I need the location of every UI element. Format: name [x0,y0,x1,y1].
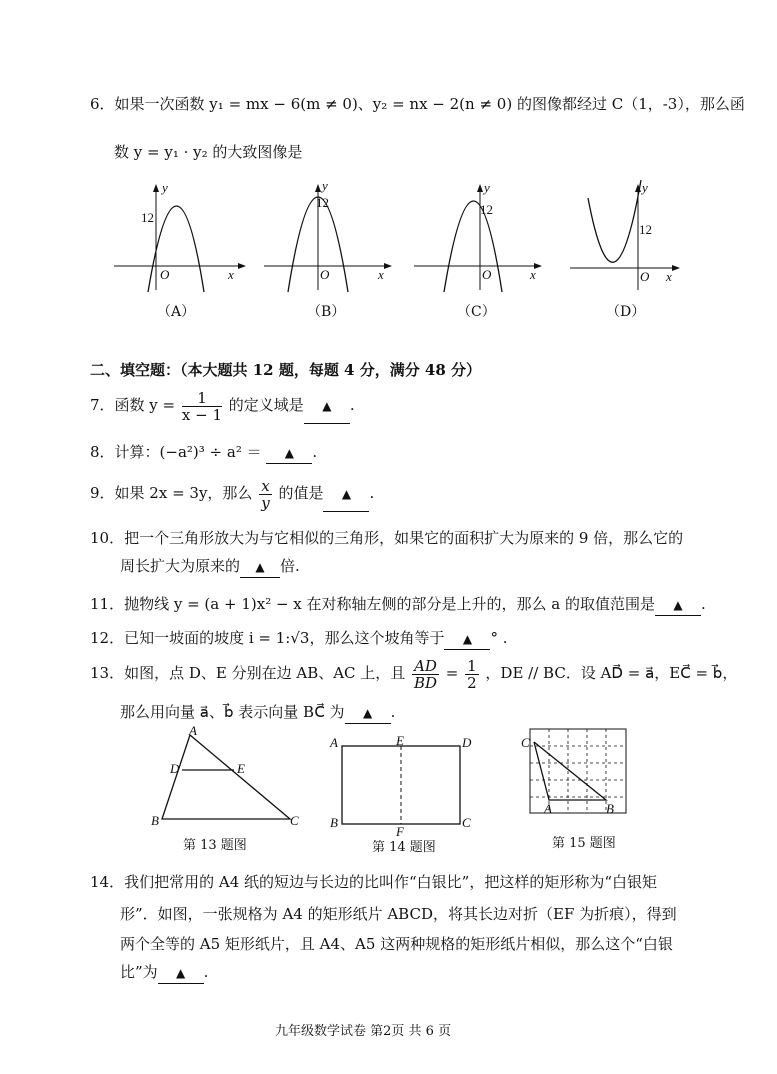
figure-14 [328,735,478,837]
graph-a-y: y [162,180,168,195]
option-c: （C） [457,304,496,320]
graph-b-x: x [378,267,384,282]
q6-line2: 数 y = y₁ · y₂ 的大致图像是 [114,143,303,161]
figure-13 [145,725,305,830]
q14-line1: 14．我们把常用的 A4 纸的短边与长边的比叫作“白银比”，把这样的矩形称为“白银矩 [90,873,658,891]
graph-b-o: O [320,267,330,282]
svg-text:C: C [521,735,530,750]
q13-line1: 13．如图，点 D、E 分别在边 AB、AC 上，且 $\frac{AD}{BD}$ = $\frac{1}{2}$ ，DE // BC．设 AD⃗ = a⃗，EC⃗ = b⃗， [90,656,738,692]
q9-post: 的值是 [278,484,324,502]
option-d: （D） [606,304,646,320]
q9-blank: ▲ [323,477,369,512]
q10-blank: ▲ [240,557,280,578]
graph-c-o: O [482,267,492,282]
q8: 8．计算：(−a²)³ ÷ a² ＝ ▲ . [90,442,317,464]
svg-text:F: F [396,824,404,839]
graph-b-y: y [322,178,328,193]
svg-text:A: A [544,801,552,816]
q7-post: 的定义域是 [228,396,304,414]
svg-text:A: A [330,735,338,750]
fig14-caption: 第 14 题图 [372,840,436,855]
q9: 9．如果 2x = 3y，那么 $\frac{x}{y}$ 的值是 ▲ . [90,476,375,512]
svg-text:C: C [462,815,471,830]
graph-d-o: O [640,269,650,284]
q14-line4: 比”为 ▲ . [120,962,208,984]
graph-a-12: 12 [141,210,154,225]
graph-c [410,180,550,295]
q9-fraction: $\frac{x}{y}$ [261,476,270,512]
q13-fraction-2: $\frac{1}{2}$ [467,656,477,692]
q6-line1: 6．如果一次函数 y₁ = mx − 6(m ≠ 0)、y₂ = nx − 2(n ≠ 0) 的图像都经过 C（1，-3），那么函 [90,95,745,113]
graph-a-x: x [228,267,234,282]
graph-a [110,180,250,295]
q14-line2: 形”．如图，一张规格为 A4 的矩形纸片 ABCD，将其长边对折（EF 为折痕），得到 [120,905,677,923]
svg-text:D: D [462,735,472,750]
q14-blank: ▲ [158,963,204,984]
q13-fraction-1: $\frac{AD}{BD}$ [413,656,438,692]
q8-pre: 8．计算：(−a²)³ ÷ a² ＝ [90,443,262,461]
svg-text:D: D [170,761,180,776]
q7-blank: ▲ [304,389,350,424]
graph-d-12: 12 [639,222,652,237]
q12-blank: ▲ [444,629,490,650]
figure-15 [520,725,630,820]
svg-text:E: E [237,761,245,776]
graph-a-o: O [160,267,170,282]
svg-text:E: E [396,733,404,748]
graph-d [566,180,706,295]
svg-text:B: B [151,813,159,828]
svg-text:A: A [189,723,197,738]
q13-blank: ▲ [345,703,391,724]
svg-text:B: B [606,801,614,816]
q12: 12．已知一坡面的坡度 i = 1:√3，那么这个坡角等于 ▲ ° . [90,628,508,650]
q11: 11．抛物线 y = (a + 1)x² − x 在对称轴左侧的部分是上升的，那么 a 的取值范围是 ▲ . [90,594,706,616]
graph-c-y: y [484,180,490,195]
page-footer: 九年级数学试卷 第2页 共 6 页 [275,1024,452,1039]
svg-text:C: C [290,813,299,828]
q7-pre: 7．函数 y = [90,396,176,414]
q11-blank: ▲ [655,595,701,616]
q13-line2: 那么用向量 a⃗、b⃗ 表示向量 BC⃗ 为 ▲ . [120,702,395,724]
svg-text:B: B [330,815,338,830]
q7-fraction: $\frac{1}{x - 1}$ [181,388,223,424]
q9-pre: 9．如果 2x = 3y，那么 [90,484,253,502]
q10-line1: 10．把一个三角形放大为与它相似的三角形，如果它的面积扩大为原来的 9 倍，那么它的 [90,529,684,547]
fig13-caption: 第 13 题图 [183,838,247,853]
graph-b [260,180,400,295]
option-a: （A） [157,304,196,320]
q10-line2: 周长扩大为原来的 ▲ 倍. [120,556,300,578]
section-title: 二、填空题：（本大题共 12 题，每题 4 分，满分 48 分） [90,361,482,379]
graph-b-12: 12 [316,195,329,210]
graph-d-x: x [666,269,672,284]
fig15-caption: 第 15 题图 [552,836,616,851]
q14-line3: 两个全等的 A5 矩形纸片，且 A4、A5 这两种规格的矩形纸片相似，那么这个“白银 [120,935,673,953]
option-b: （B） [307,304,346,320]
q8-blank: ▲ [266,443,312,464]
graph-c-x: x [530,267,536,282]
graph-c-12: 12 [480,202,493,217]
q7: 7．函数 y = $\frac{1}{x - 1}$ 的定义域是 ▲ . [90,388,355,424]
graph-d-y: y [642,180,648,195]
